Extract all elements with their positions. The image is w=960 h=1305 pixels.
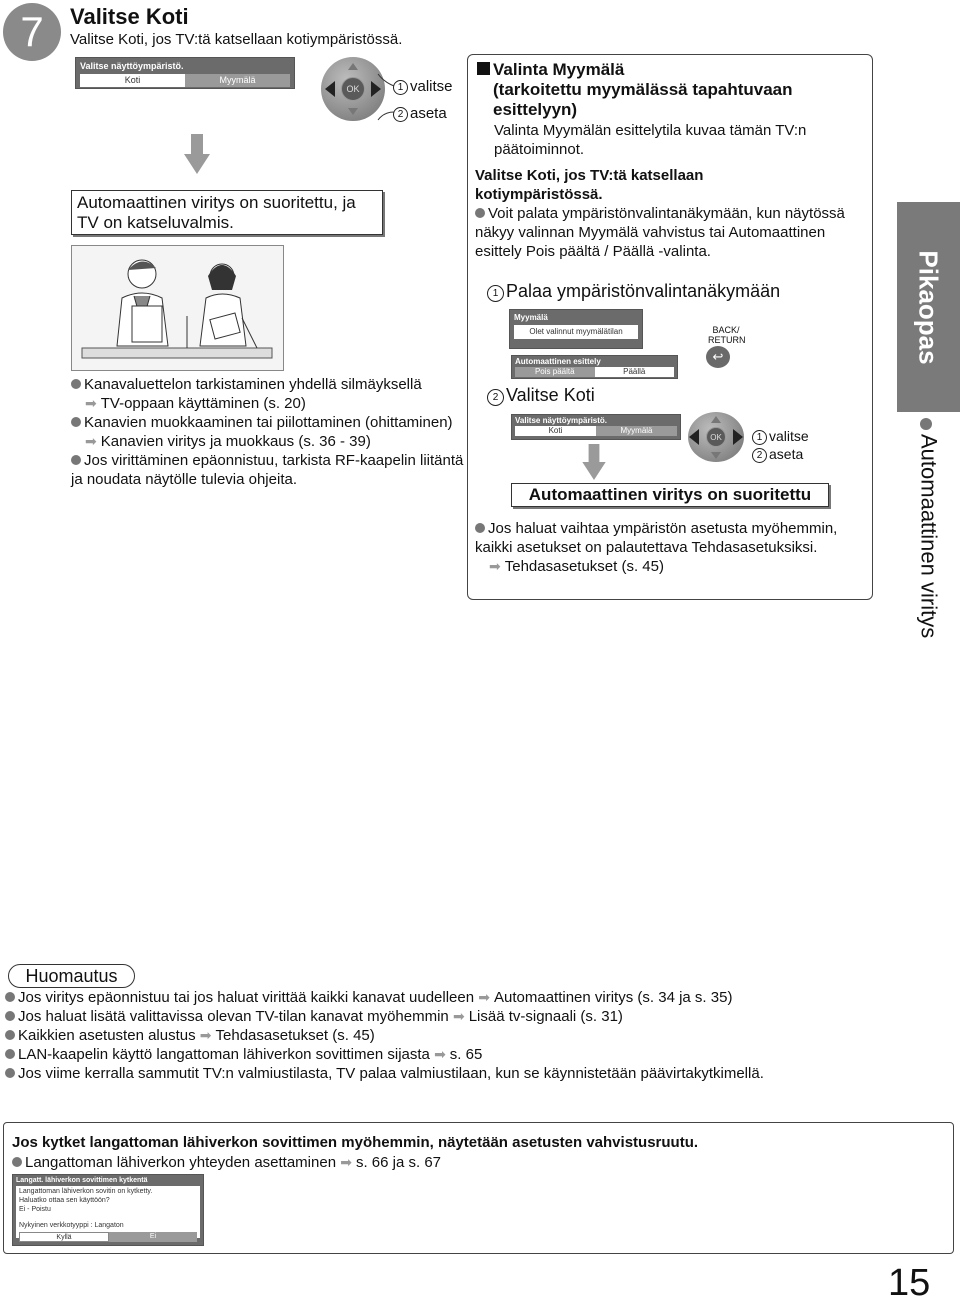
step2-number-icon: 2 — [752, 448, 767, 463]
remote-step2-label: aseta — [410, 105, 447, 122]
reference-link[interactable]: ➡ Tehdasasetukset (s. 45) — [200, 1027, 375, 1044]
down-arrow-icon — [711, 452, 721, 459]
environment-menu-small — [511, 414, 681, 440]
remote2-step2 — [752, 446, 803, 463]
back-return-label — [708, 325, 744, 345]
card-title-line1: Valinta Myymälä — [493, 60, 625, 79]
wireless-osd — [12, 1174, 204, 1246]
note-text: Jos viime kerralla sammutit TV:n valmiustilasta, TV palaa valmiustilaan, kun se käynnistetään päävirtakytkimellä. — [18, 1065, 764, 1082]
card-bold-instruction: Valitse Koti, jos TV:tä katsellaan kotiympäristössä. — [475, 167, 704, 203]
note-text: Jos haluat lisätä valittavissa olevan TV-tilan kanavat myöhemmin — [18, 1008, 449, 1025]
side-tab — [897, 202, 960, 412]
side-bullet-icon — [920, 418, 932, 430]
card-step1-label: Palaa ympäristönvalintanäkymään — [506, 281, 781, 301]
ok-button[interactable]: OK — [706, 427, 726, 447]
auto-tuning-complete-box: Automaattinen viritys on suoritettu, ja TV on katseluvalmis. — [71, 190, 383, 235]
note-item — [5, 1007, 905, 1026]
card-title-line2: (tarkoitettu myymälässä tapahtuvaan esittelyyn) — [493, 80, 793, 119]
square-bullet-icon — [477, 62, 490, 75]
auto-tuning-done-box: Automaattinen viritys on suoritettu — [511, 483, 829, 507]
card-step1 — [487, 281, 780, 302]
option-koti[interactable]: Koti — [80, 74, 185, 87]
note-item — [5, 1045, 905, 1064]
card-bullet — [475, 204, 865, 261]
down-arrow-icon — [582, 444, 606, 480]
back-return-button[interactable] — [706, 346, 730, 368]
wireless-osd-line: Nykyinen verkkotyyppi : Langaton — [19, 1222, 124, 1229]
reference-link[interactable]: ➡ Tehdasasetukset (s. 45) — [475, 557, 855, 576]
store-mode-osd-text: Olet valinnut myymälätilan — [514, 325, 638, 339]
card-step2-label: Valitse Koti — [506, 385, 595, 405]
left-arrow-icon — [689, 429, 699, 445]
card-step2 — [487, 385, 595, 406]
note-label: Huomautus — [8, 964, 135, 988]
step-subtitle: Valitse Koti, jos TV:tä katsellaan kotiympäristössä. — [70, 31, 403, 48]
reference-link[interactable]: ➡ TV-oppaan käyttäminen (s. 20) — [71, 394, 466, 413]
store-mode-osd — [509, 309, 643, 349]
down-arrow-icon — [184, 134, 210, 174]
remote-nav-pad-2[interactable] — [688, 412, 744, 462]
return-icon: ↩ — [712, 349, 724, 364]
down-arrow-icon — [348, 108, 358, 115]
remote2-step1 — [752, 428, 809, 445]
wireless-bullet-text: Langattoman lähiverkon yhteyden asettaminen — [12, 1154, 336, 1171]
remote2-step2-label: aseta — [769, 446, 804, 462]
auto-demo-osd — [511, 355, 678, 379]
step-title: Valitse Koti — [70, 4, 189, 29]
reference-link[interactable]: ➡ s. 65 — [434, 1046, 482, 1063]
note-text: LAN-kaapelin käyttö langattoman lähiverkon sovittimen sijasta — [18, 1046, 430, 1063]
card-bullet2-text: Jos haluat vaihtaa ympäristön asetusta myöhemmin, kaikki asetukset on palautettava Tehdasasetuksiksi. — [475, 520, 838, 556]
bullet-item: Kanavien muokkaaminen tai piilottaminen (ohittaminen) — [71, 413, 466, 432]
note-text: Jos viritys epäonnistuu tai jos haluat virittää kaikki kanavat uudelleen — [18, 989, 475, 1006]
right-arrow-icon — [733, 429, 743, 445]
note-item — [5, 1026, 905, 1045]
option-myymala[interactable]: Myymälä — [185, 74, 290, 87]
environment-menu-small-header: Valitse näyttöympäristö. — [515, 416, 608, 425]
environment-menu-header: Valitse näyttöympäristö. — [80, 61, 184, 71]
step-number-badge — [3, 3, 61, 61]
remote-step1-label: valitse — [410, 78, 453, 95]
wireless-osd-line: Haluatko ottaa sen käyttöön? — [19, 1197, 110, 1204]
wireless-osd-header: Langatt. lähiverkon sovittimen kytkentä — [16, 1177, 148, 1184]
remote-step2 — [393, 105, 447, 122]
card-description: Valinta Myymälän esittelytila kuvaa tämän TV:n päätoiminnot. — [494, 122, 807, 158]
wireless-bullet — [12, 1153, 942, 1172]
remote-step1 — [393, 78, 453, 95]
back-label-1: BACK/ — [712, 325, 740, 335]
card-bullet-2 — [475, 519, 855, 576]
step1-number-icon: 1 — [393, 80, 408, 95]
step1-number-icon: 1 — [752, 430, 767, 445]
side-tab-label: Pikaopas — [914, 249, 945, 365]
remote2-step1-label: valitse — [769, 428, 809, 444]
back-label-2: RETURN — [708, 335, 746, 345]
reference-link[interactable]: ➡ s. 66 ja s. 67 — [340, 1154, 441, 1171]
note-text: Kaikkien asetusten alustus — [18, 1027, 196, 1044]
notes-list — [5, 988, 905, 1083]
side-section-label: Automaattinen viritys — [916, 434, 942, 639]
left-arrow-icon — [325, 81, 335, 97]
bullet-item: Kanavaluettelon tarkistaminen yhdellä silmäyksellä — [71, 375, 466, 394]
ok-button[interactable]: OK — [341, 77, 365, 101]
wireless-title: Jos kytket langattoman lähiverkon sovittimen myöhemmin, näytetään asetusten vahvistusruutu. — [12, 1134, 699, 1151]
side-section-title — [897, 434, 960, 694]
option-myymala[interactable]: Myymälä — [596, 426, 677, 436]
store-mode-osd-header: Myymälä — [514, 313, 548, 322]
wireless-osd-body — [16, 1186, 200, 1241]
up-arrow-icon — [711, 416, 721, 423]
reference-link[interactable]: ➡ Lisää tv-signaali (s. 31) — [453, 1008, 623, 1025]
step2-number-icon: 2 — [487, 389, 504, 406]
card-title — [477, 60, 867, 120]
option-paalla[interactable]: Päällä — [595, 367, 675, 377]
wireless-osd-line: Ei - Poistu — [19, 1206, 51, 1213]
people-watching-tv-illustration — [71, 245, 284, 371]
note-item — [5, 1064, 905, 1083]
reference-link[interactable]: ➡ Automaattinen viritys (s. 34 ja s. 35) — [478, 989, 732, 1006]
option-ei[interactable]: Ei — [109, 1232, 197, 1242]
option-koti[interactable]: Koti — [515, 426, 596, 436]
note-item — [5, 988, 905, 1007]
step1-number-icon: 1 — [487, 285, 504, 302]
step2-number-icon: 2 — [393, 107, 408, 122]
environment-menu — [75, 57, 295, 89]
option-kylla[interactable]: Kyllä — [19, 1232, 109, 1242]
up-arrow-icon — [348, 63, 358, 70]
wireless-osd-line: Langattoman lähiverkon sovitin on kytketty. — [19, 1188, 153, 1195]
card-bullet-text: Voit palata ympäristönvalintanäkymään, kun näytössä näkyy valinnan Myymälä vahvistus tai Automaattinen esittely Pois päältä / Päällä -valinta. — [475, 205, 845, 260]
reference-link[interactable]: ➡ Kanavien viritys ja muokkaus (s. 36 - 39) — [71, 432, 466, 451]
page-number: 15 — [888, 1262, 931, 1304]
auto-demo-osd-header: Automaattinen esittely — [515, 357, 601, 366]
step-number: 7 — [20, 8, 44, 55]
callout-lines — [376, 72, 396, 122]
bullet-item: Jos virittäminen epäonnistuu, tarkista RF-kaapelin liitäntä ja noudata näytölle tulevia ohjeita. — [71, 451, 466, 489]
option-pois-paalta[interactable]: Pois päältä — [515, 367, 595, 377]
left-bullet-list — [71, 375, 466, 489]
